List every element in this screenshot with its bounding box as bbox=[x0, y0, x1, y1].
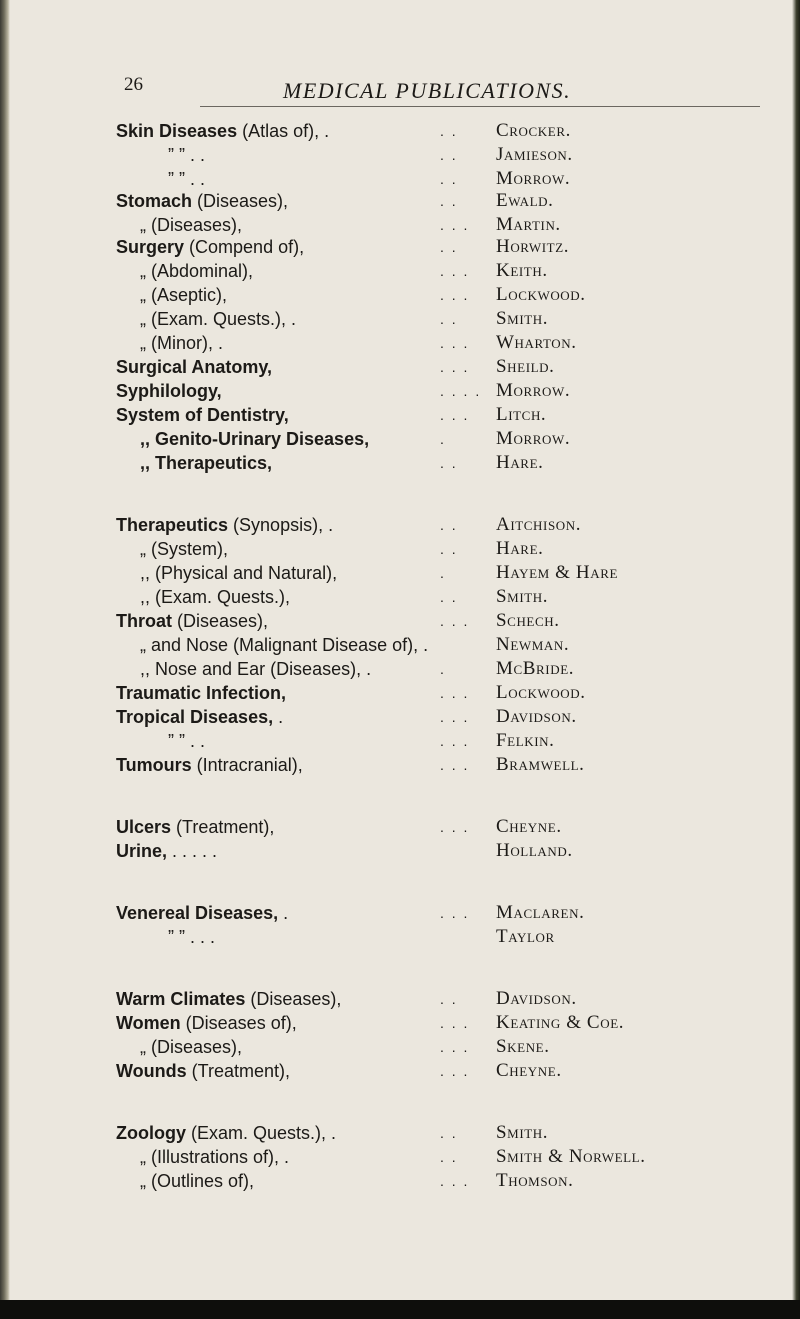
entry-subject-lead: Skin Diseases bbox=[116, 121, 238, 141]
entry-author: Hayem & Hare bbox=[496, 562, 619, 583]
entry-subject-lead: Tropical Diseases, bbox=[116, 707, 274, 727]
entry-subject-detail: „ (System), bbox=[140, 539, 228, 559]
entry-subject-detail: „ (Exam. Quests.), . bbox=[140, 309, 297, 329]
entry-row bbox=[0, 144, 792, 166]
entry-row bbox=[0, 538, 792, 560]
entry-leaders: . bbox=[440, 431, 446, 447]
entry-row bbox=[0, 380, 792, 402]
entry-subject bbox=[116, 988, 341, 1010]
entry-row bbox=[0, 120, 792, 142]
entry-author: Sheild. bbox=[496, 356, 555, 377]
entry-leaders: . . . bbox=[440, 407, 470, 423]
page-edge-left bbox=[0, 0, 10, 1319]
entry-row bbox=[0, 1122, 792, 1144]
entry-subject-detail: „ (Minor), . bbox=[140, 333, 223, 353]
entry-subject-detail: „ (Illustrations of), . bbox=[140, 1147, 290, 1167]
entry-row bbox=[0, 1146, 792, 1168]
entry-leaders: . . . bbox=[440, 1015, 470, 1031]
entry-subject-detail: (Treatment), bbox=[171, 817, 275, 837]
entry-subject-lead: Throat bbox=[116, 611, 172, 631]
entry-leaders: . . bbox=[440, 193, 458, 209]
entry-subject-detail: ,, Therapeutics, bbox=[140, 453, 273, 473]
entry-row bbox=[0, 260, 792, 282]
entry-author: Smith. bbox=[496, 586, 549, 607]
entry-subject-detail: (Diseases), bbox=[172, 611, 269, 631]
entry-row bbox=[0, 840, 792, 862]
entry-leaders: . . bbox=[440, 147, 458, 163]
entry-leaders: . . . bbox=[440, 613, 470, 629]
entry-row bbox=[0, 168, 792, 190]
entry-row bbox=[0, 682, 792, 704]
entry-leaders: . . bbox=[440, 589, 458, 605]
entry-subject-detail: „ (Aseptic), bbox=[140, 285, 228, 305]
entry-subject bbox=[140, 284, 227, 306]
entry-subject bbox=[140, 332, 223, 354]
entry-row bbox=[0, 926, 792, 948]
entry-subject bbox=[140, 428, 369, 450]
entry-author: Hare. bbox=[496, 538, 544, 559]
entry-author: Newman. bbox=[496, 634, 570, 655]
entry-subject-lead: Surgical Anatomy, bbox=[116, 357, 273, 377]
entry-subject bbox=[116, 120, 329, 142]
entry-row bbox=[0, 236, 792, 258]
entry-subject-lead: Women bbox=[116, 1013, 181, 1033]
entry-subject bbox=[116, 190, 288, 212]
entry-row bbox=[0, 816, 792, 838]
entry-leaders: . . . bbox=[440, 819, 470, 835]
entry-subject bbox=[116, 902, 288, 924]
entry-row bbox=[0, 1036, 792, 1058]
entry-row bbox=[0, 634, 792, 656]
entry-subject bbox=[116, 1122, 336, 1144]
entry-author: Horwitz. bbox=[496, 236, 570, 257]
entry-row bbox=[0, 332, 792, 354]
entry-subject bbox=[116, 706, 283, 728]
entry-row bbox=[0, 562, 792, 584]
entry-subject bbox=[140, 634, 428, 656]
entry-author: Smith. bbox=[496, 308, 549, 329]
entry-subject-lead: Venereal Diseases, bbox=[116, 903, 279, 923]
entry-subject bbox=[168, 926, 215, 948]
entry-row bbox=[0, 586, 792, 608]
entry-subject bbox=[116, 1012, 297, 1034]
entry-subject-lead: Tumours bbox=[116, 755, 192, 775]
entry-subject bbox=[140, 260, 253, 282]
entry-author: Smith. bbox=[496, 1122, 549, 1143]
entry-leaders: . . bbox=[440, 311, 458, 327]
entry-subject-detail: ” ” . . bbox=[168, 145, 205, 165]
entry-author: Morrow. bbox=[496, 380, 571, 401]
entry-subject-lead: Stomach bbox=[116, 191, 193, 211]
entry-subject bbox=[140, 214, 242, 236]
entry-subject bbox=[140, 658, 371, 680]
entry-row bbox=[0, 1012, 792, 1034]
entry-subject-detail: (Atlas of), . bbox=[237, 121, 330, 141]
entry-author: Cheyne. bbox=[496, 1060, 562, 1081]
entry-subject bbox=[116, 404, 289, 426]
entry-author: Wharton. bbox=[496, 332, 577, 353]
entry-author: Keith. bbox=[496, 260, 548, 281]
entry-subject-lead: Surgery bbox=[116, 237, 185, 257]
entry-subject-detail: (Treatment), bbox=[186, 1061, 291, 1081]
entry-subject-lead: Therapeutics bbox=[116, 515, 229, 535]
entry-leaders: . . . bbox=[440, 263, 470, 279]
entry-subject-detail: ,, (Physical and Natural), bbox=[140, 563, 338, 583]
entry-row bbox=[0, 284, 792, 306]
entry-subject bbox=[140, 1146, 289, 1168]
entry-leaders: . . . bbox=[440, 217, 470, 233]
entry-subject bbox=[168, 144, 205, 166]
entry-author: Cheyne. bbox=[496, 816, 562, 837]
entry-author: Maclaren. bbox=[496, 902, 585, 923]
entry-subject bbox=[140, 452, 272, 474]
entry-subject-detail: ,, Nose and Ear (Diseases), . bbox=[140, 659, 372, 679]
entry-subject-lead: Urine, bbox=[116, 841, 168, 861]
entry-leaders: . . . bbox=[440, 1173, 470, 1189]
page-edge-bottom bbox=[0, 1300, 800, 1319]
entry-leaders: . . bbox=[440, 991, 458, 1007]
entry-row bbox=[0, 754, 792, 776]
entry-leaders: . . bbox=[440, 541, 458, 557]
entry-subject bbox=[116, 840, 217, 862]
entry-author: Davidson. bbox=[496, 988, 577, 1009]
entry-row bbox=[0, 988, 792, 1010]
entry-subject bbox=[168, 730, 205, 752]
entry-subject bbox=[116, 380, 222, 402]
entry-author: Litch. bbox=[496, 404, 547, 425]
running-head: MEDICAL PUBLICATIONS. bbox=[283, 78, 572, 103]
entry-row bbox=[0, 730, 792, 752]
entry-author: Felkin. bbox=[496, 730, 555, 751]
entry-row bbox=[0, 452, 792, 474]
entry-leaders: . . . bbox=[440, 287, 470, 303]
entry-subject-detail: . bbox=[273, 707, 284, 727]
entry-row bbox=[0, 902, 792, 924]
entry-author: Davidson. bbox=[496, 706, 577, 727]
entry-subject-detail: ,, Genito-Urinary Diseases, bbox=[140, 429, 370, 449]
entry-subject-detail: (Compend of), bbox=[184, 237, 305, 257]
entry-row bbox=[0, 190, 792, 212]
entry-leaders: . . bbox=[440, 517, 458, 533]
entry-subject-detail: ” ” . . bbox=[168, 169, 205, 189]
entry-subject-lead: Syphilology, bbox=[116, 381, 222, 401]
entry-author: Keating & Coe. bbox=[496, 1012, 625, 1033]
entry-subject-detail: (Diseases of), bbox=[180, 1013, 297, 1033]
entry-row bbox=[0, 308, 792, 330]
entry-author: Ewald. bbox=[496, 190, 554, 211]
entry-subject-detail: „ (Outlines of), bbox=[140, 1171, 255, 1191]
entry-subject-lead: System of Dentistry, bbox=[116, 405, 289, 425]
entry-leaders: . . . bbox=[440, 335, 470, 351]
entry-leaders: . . . bbox=[440, 709, 470, 725]
entry-subject bbox=[116, 1060, 290, 1082]
entry-subject-detail: . . . . . bbox=[167, 841, 218, 861]
entry-subject-lead: Warm Climates bbox=[116, 989, 246, 1009]
page-edge-right bbox=[792, 0, 800, 1319]
entry-subject-detail: „ and Nose (Malignant Disease of), . bbox=[140, 635, 429, 655]
entry-subject bbox=[116, 682, 286, 704]
entry-leaders: . . . . bbox=[440, 383, 482, 399]
entry-subject-detail: ,, (Exam. Quests.), bbox=[140, 587, 291, 607]
entry-author: McBride. bbox=[496, 658, 575, 679]
entry-row bbox=[0, 404, 792, 426]
entry-row bbox=[0, 356, 792, 378]
entry-leaders: . . . bbox=[440, 905, 470, 921]
entry-row bbox=[0, 1170, 792, 1192]
entry-subject-detail: (Diseases), bbox=[245, 989, 342, 1009]
entry-row bbox=[0, 428, 792, 450]
entry-author: Martin. bbox=[496, 214, 561, 235]
entry-subject-lead: Zoology bbox=[116, 1123, 186, 1143]
entry-leaders: . . bbox=[440, 455, 458, 471]
entry-row bbox=[0, 1060, 792, 1082]
entry-author: Schech. bbox=[496, 610, 560, 631]
entry-leaders: . bbox=[440, 661, 446, 677]
entry-row bbox=[0, 214, 792, 236]
entry-subject-detail: (Synopsis), . bbox=[228, 515, 334, 535]
entry-author: Hare. bbox=[496, 452, 544, 473]
entry-leaders: . . . bbox=[440, 1039, 470, 1055]
entry-subject-detail: „ (Diseases), bbox=[140, 1037, 243, 1057]
entry-leaders: . . . bbox=[440, 733, 470, 749]
entry-author: Lockwood. bbox=[496, 284, 586, 305]
entry-subject-lead: Traumatic Infection, bbox=[116, 683, 287, 703]
entry-leaders: . . . bbox=[440, 685, 470, 701]
entry-leaders: . . bbox=[440, 123, 458, 139]
entry-subject-detail: . bbox=[278, 903, 289, 923]
entry-subject-lead: Wounds bbox=[116, 1061, 187, 1081]
entry-subject bbox=[140, 308, 296, 330]
entry-author: Lockwood. bbox=[496, 682, 586, 703]
entry-author: Morrow. bbox=[496, 168, 571, 189]
entry-leaders: . . bbox=[440, 1125, 458, 1141]
entry-author: Taylor bbox=[496, 926, 555, 947]
entry-author: Thomson. bbox=[496, 1170, 574, 1191]
entry-subject bbox=[140, 562, 337, 584]
entry-subject bbox=[116, 236, 304, 258]
entry-subject bbox=[140, 1170, 254, 1192]
entry-author: Jamieson. bbox=[496, 144, 573, 165]
entry-subject-detail: (Intracranial), bbox=[191, 755, 303, 775]
entry-leaders: . . . bbox=[440, 359, 470, 375]
entry-subject bbox=[116, 816, 274, 838]
entry-subject bbox=[140, 1036, 242, 1058]
entry-subject-detail: ” ” . . bbox=[168, 731, 205, 751]
page-number: 26 bbox=[124, 74, 143, 95]
entry-author: Holland. bbox=[496, 840, 573, 861]
entry-author: Aitchison. bbox=[496, 514, 582, 535]
entry-leaders: . bbox=[440, 565, 446, 581]
entry-subject bbox=[140, 538, 228, 560]
entry-author: Skene. bbox=[496, 1036, 550, 1057]
entry-author: Crocker. bbox=[496, 120, 571, 141]
entry-row bbox=[0, 610, 792, 632]
entry-author: Smith & Norwell. bbox=[496, 1146, 646, 1167]
entry-row bbox=[0, 514, 792, 536]
entry-row bbox=[0, 658, 792, 680]
entry-subject-detail: „ (Abdominal), bbox=[140, 261, 254, 281]
entry-subject-detail: (Diseases), bbox=[192, 191, 289, 211]
entry-subject bbox=[116, 754, 303, 776]
entry-subject bbox=[116, 356, 272, 378]
entry-author: Bramwell. bbox=[496, 754, 585, 775]
entry-subject bbox=[168, 168, 205, 190]
entry-subject bbox=[116, 514, 333, 536]
entry-subject-detail: ” ” . . . bbox=[168, 927, 215, 947]
entry-leaders: . . bbox=[440, 171, 458, 187]
entry-subject bbox=[116, 610, 268, 632]
entry-subject-lead: Ulcers bbox=[116, 817, 172, 837]
entry-row bbox=[0, 706, 792, 728]
entry-leaders: . . . bbox=[440, 1063, 470, 1079]
entry-leaders: . . . bbox=[440, 757, 470, 773]
entry-subject bbox=[140, 586, 290, 608]
entry-leaders: . . bbox=[440, 239, 458, 255]
entry-author: Morrow. bbox=[496, 428, 571, 449]
entry-subject-detail: (Exam. Quests.), . bbox=[186, 1123, 337, 1143]
entry-leaders: . . bbox=[440, 1149, 458, 1165]
entry-subject-detail: „ (Diseases), bbox=[140, 215, 243, 235]
